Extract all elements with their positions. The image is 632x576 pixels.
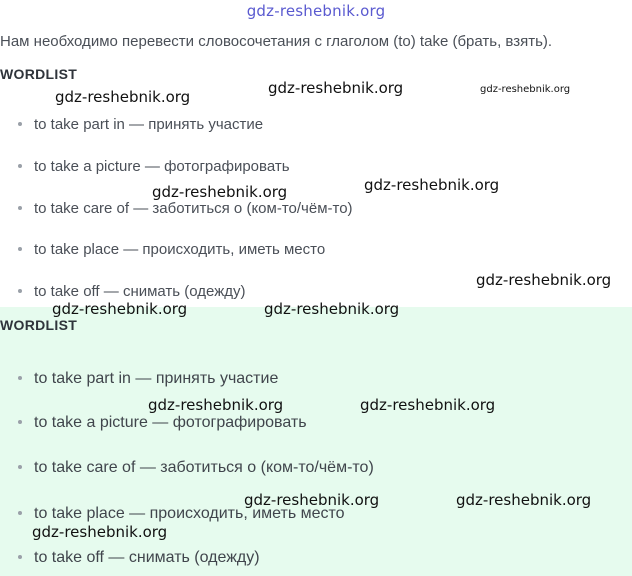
bullet-icon [18, 555, 22, 559]
watermark: gdz-reshebnik.org [264, 300, 400, 318]
list-item-text: to take part in — принять участие [34, 116, 264, 133]
watermark: gdz-reshebnik.org [148, 396, 284, 414]
watermark: gdz-reshebnik.org [456, 491, 592, 509]
bullet-icon [18, 164, 22, 168]
top-watermark: gdz-reshebnik.org [246, 2, 386, 20]
list-item [18, 459, 374, 477]
watermark: gdz-reshebnik.org [244, 491, 380, 509]
watermark: gdz-reshebnik.org [52, 300, 188, 318]
watermark: gdz-reshebnik.org [476, 271, 612, 289]
list-item [18, 549, 260, 567]
watermark: gdz-reshebnik.org [360, 396, 496, 414]
bullet-icon [18, 289, 22, 293]
bullet-icon [18, 420, 22, 424]
list-item-text: to take part in — принять участие [34, 370, 279, 387]
wordlist-title: WORDLIST [0, 66, 78, 82]
watermark: gdz-reshebnik.org [32, 523, 168, 541]
bullet-icon [18, 122, 22, 126]
watermark: gdz-reshebnik.org [152, 183, 288, 201]
list-item [18, 200, 353, 217]
bullet-icon [18, 376, 22, 380]
watermark: gdz-reshebnik.org [364, 176, 500, 194]
list-item-text: to take care of — заботиться о (ком-то/чём-то) [34, 200, 353, 217]
list-item-text: to take a picture — фотографировать [34, 414, 307, 431]
list-item [18, 370, 278, 388]
list-item [18, 158, 290, 175]
list-item-text: to take place — происходить, иметь место [34, 241, 326, 258]
bullet-icon [18, 511, 22, 515]
watermark: gdz-reshebnik.org [480, 84, 571, 95]
wordlist-title: WORDLIST [0, 317, 78, 333]
list-item-text: to take a picture — фотографировать [34, 158, 290, 175]
list-item [18, 116, 263, 133]
list-item-text: to take place — происходить, иметь место [34, 505, 345, 522]
intro-text: Нам необходимо перевести словосочетания с глаголом (to) take (брать, взять). [0, 33, 553, 50]
list-item-text: to take off — снимать (одежду) [34, 283, 246, 300]
list-item-text: to take care of — заботиться о (ком-то/чём-то) [34, 459, 374, 476]
list-item-text: to take off — снимать (одежду) [34, 549, 260, 566]
bullet-icon [18, 247, 22, 251]
list-item [18, 414, 307, 432]
bullet-icon [18, 465, 22, 469]
watermark: gdz-reshebnik.org [268, 79, 404, 97]
watermark: gdz-reshebnik.org [55, 88, 191, 106]
list-item [18, 283, 246, 300]
list-item [18, 241, 325, 258]
bullet-icon [18, 206, 22, 210]
